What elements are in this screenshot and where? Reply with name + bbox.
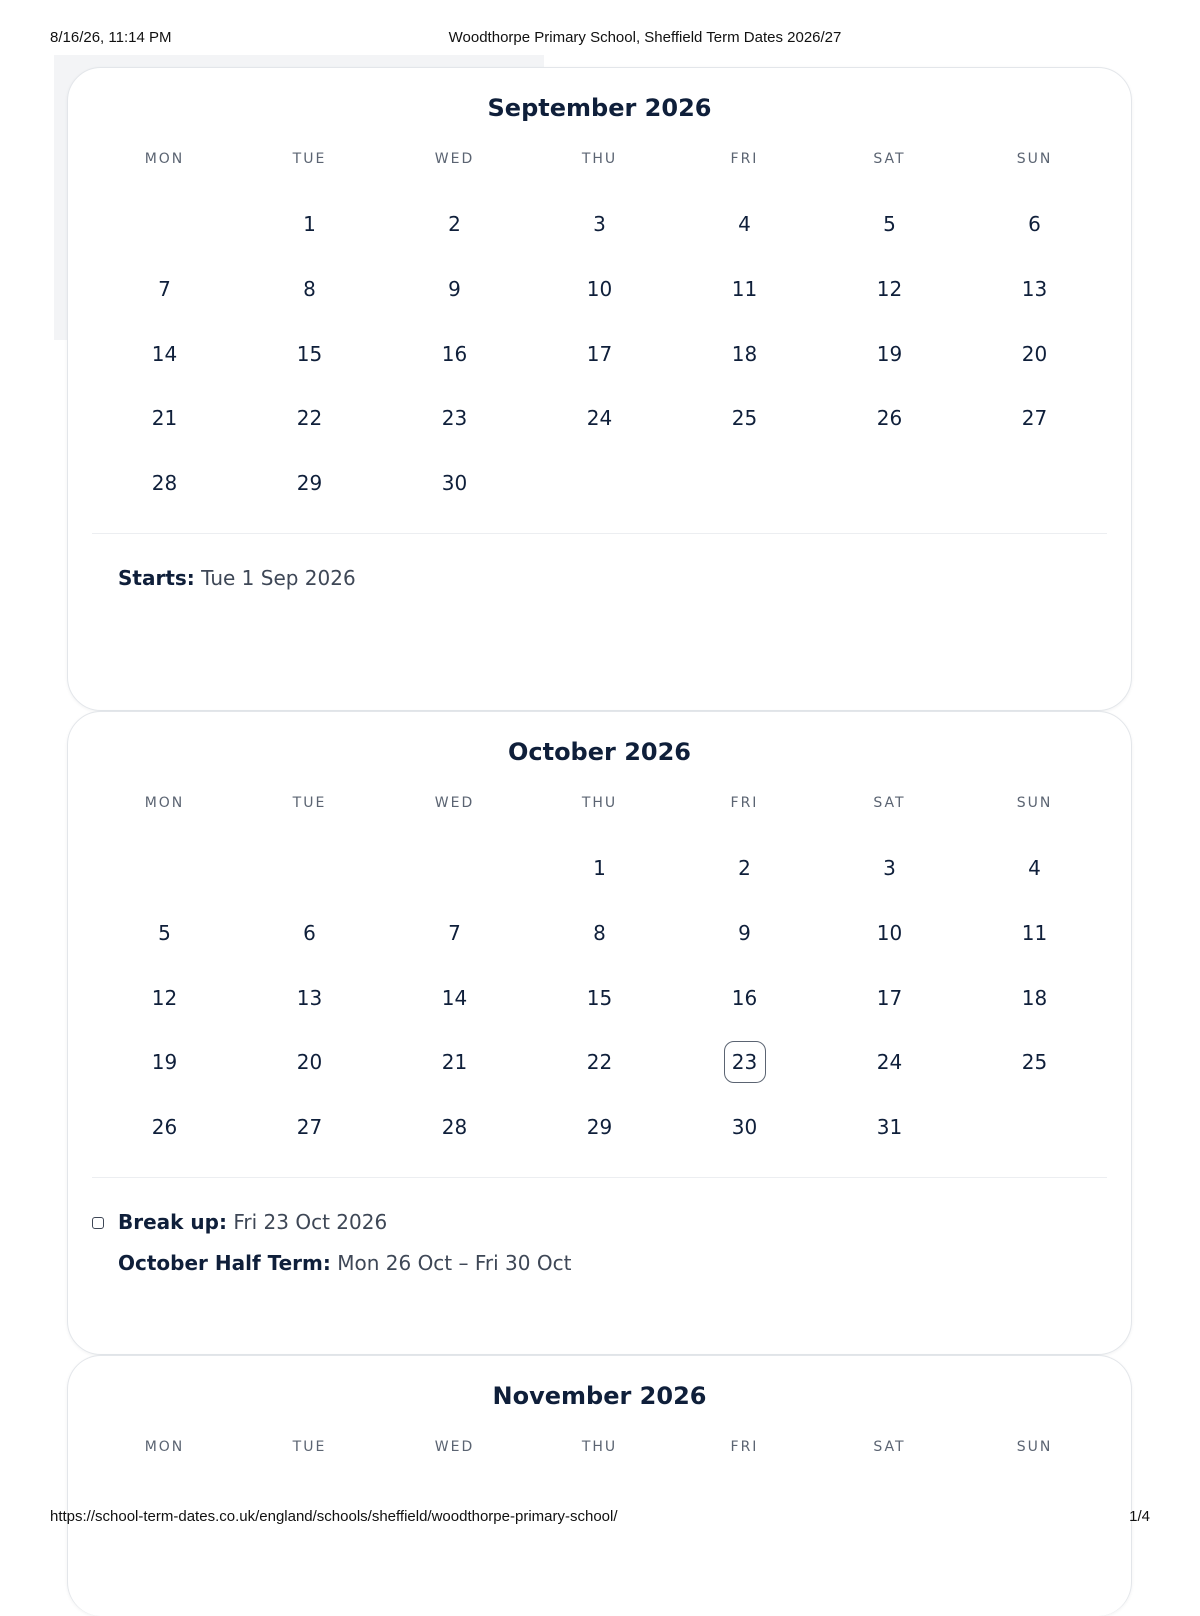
day-cell: [237, 321, 382, 386]
day-number: 22: [296, 406, 323, 431]
day-number: 6: [303, 921, 316, 946]
day-cell-empty: [382, 836, 527, 901]
day-number: 11: [1021, 921, 1048, 946]
day-cell: [962, 901, 1107, 966]
day-cell: [962, 836, 1107, 901]
day-cell: [237, 451, 382, 516]
day-cell: [527, 321, 672, 386]
day-cell: [962, 386, 1107, 451]
weekday-label: SAT: [873, 795, 906, 811]
day-cell: [237, 965, 382, 1030]
day-cell: [817, 386, 962, 451]
event-starts: [118, 566, 356, 590]
day-cell: [382, 257, 527, 322]
day-cell: [527, 901, 672, 966]
day-cell-empty: [92, 192, 237, 257]
day-cell: [527, 386, 672, 451]
day-cell: [672, 257, 817, 322]
day-cell: [382, 1030, 527, 1095]
day-number: 12: [876, 277, 903, 302]
day-cell: [237, 1030, 382, 1095]
day-cell: [817, 901, 962, 966]
day-number: [724, 462, 766, 504]
day-number: 9: [448, 277, 461, 302]
day-cell: [962, 1030, 1107, 1095]
day-cell: [527, 192, 672, 257]
weekday-label: SUN: [1016, 151, 1053, 167]
day-cell: [817, 257, 962, 322]
day-number: [579, 462, 621, 504]
weekday-label: MON: [144, 795, 185, 811]
day-number: 1: [303, 212, 316, 237]
day-cell-empty: [527, 451, 672, 516]
month-card-september: [67, 67, 1132, 711]
day-cell: [92, 257, 237, 322]
day-cell: [672, 901, 817, 966]
day-number: 31: [876, 1115, 903, 1140]
day-cell: [672, 192, 817, 257]
day-cell: [92, 965, 237, 1030]
weekday-label: WED: [434, 1439, 475, 1455]
day-cell: [92, 1095, 237, 1160]
weekday-label: TUE: [292, 795, 327, 811]
month-card-november: [67, 1355, 1132, 1616]
print-page-number: 1/4: [1129, 1508, 1150, 1525]
day-number: 16: [731, 985, 758, 1010]
day-number: 21: [151, 406, 178, 431]
day-cell: [527, 836, 672, 901]
day-cell: [672, 1030, 817, 1095]
day-cell: [672, 386, 817, 451]
day-number: 17: [586, 341, 613, 366]
day-cell: [817, 321, 962, 386]
print-page-title: Woodthorpe Primary School, Sheffield Term Dates 2026/27: [448, 29, 842, 46]
day-cell: [817, 1030, 962, 1095]
day-number: 17: [876, 985, 903, 1010]
day-cell: [382, 386, 527, 451]
day-cell: [817, 192, 962, 257]
event-break-up: [118, 1210, 387, 1234]
print-url: https://school-term-dates.co.uk/england/schools/sheffield/woodthorpe-primary-school/: [50, 1508, 618, 1525]
day-number: [434, 847, 476, 889]
event-value: Tue 1 Sep 2026: [201, 566, 356, 590]
divider: [92, 533, 1107, 534]
day-number: 7: [448, 921, 461, 946]
day-number: 11: [731, 277, 758, 302]
weekday-label: SAT: [873, 1439, 906, 1455]
day-cell: [382, 192, 527, 257]
divider: [92, 1177, 1107, 1178]
day-number: 15: [296, 341, 323, 366]
weekday-label: THU: [581, 1439, 618, 1455]
weekday-label: TUE: [292, 1439, 327, 1455]
day-number: 2: [738, 856, 751, 881]
day-number: 9: [738, 921, 751, 946]
day-number: 30: [731, 1115, 758, 1140]
day-number: 12: [151, 985, 178, 1010]
day-number: 7: [158, 277, 171, 302]
print-datetime: 8/16/26, 11:14 PM: [50, 29, 172, 46]
day-cell: [817, 1095, 962, 1160]
event-label: Break up:: [118, 1210, 227, 1234]
day-number: 27: [1021, 406, 1048, 431]
day-cell: [962, 321, 1107, 386]
day-number: [289, 847, 331, 889]
day-number: 23: [441, 406, 468, 431]
weekday-label: FRI: [730, 1439, 759, 1455]
day-number: 5: [883, 212, 896, 237]
day-cell-empty: [817, 451, 962, 516]
day-cell: [527, 965, 672, 1030]
day-number: 8: [303, 277, 316, 302]
day-number: 30: [441, 471, 468, 496]
day-number: 29: [586, 1115, 613, 1140]
day-cell: [817, 965, 962, 1030]
day-cell-empty: [672, 451, 817, 516]
month-title: September 2026: [487, 94, 712, 122]
day-number: 1: [593, 856, 606, 881]
day-number: 21: [441, 1050, 468, 1075]
day-cell: [92, 386, 237, 451]
day-number: [144, 847, 186, 889]
weekday-label: FRI: [730, 795, 759, 811]
day-grid: [92, 192, 1108, 515]
day-cell: [962, 257, 1107, 322]
day-number: 5: [158, 921, 171, 946]
day-number: 3: [593, 212, 606, 237]
day-cell: [237, 192, 382, 257]
day-cell: [962, 965, 1107, 1030]
day-number: 22: [586, 1050, 613, 1075]
day-cell: [962, 192, 1107, 257]
month-title: November 2026: [492, 1382, 707, 1410]
day-number: 20: [296, 1050, 323, 1075]
day-cell: [237, 1095, 382, 1160]
event-label: Starts:: [118, 566, 195, 590]
weekday-label: MON: [144, 151, 185, 167]
day-cell: [817, 836, 962, 901]
day-cell: [382, 321, 527, 386]
weekday-header: [92, 1436, 1108, 1458]
day-number: 4: [738, 212, 751, 237]
day-cell: [672, 1095, 817, 1160]
weekday-label: MON: [144, 1439, 185, 1455]
day-number: 20: [1021, 341, 1048, 366]
day-grid: [92, 836, 1108, 1159]
print-footer: [50, 1508, 1150, 1528]
day-number: 25: [1021, 1050, 1048, 1075]
day-cell: [382, 451, 527, 516]
day-number: 15: [586, 985, 613, 1010]
day-cell-empty: [92, 836, 237, 901]
day-number: 28: [151, 471, 178, 496]
day-number: 10: [586, 277, 613, 302]
day-cell: [382, 901, 527, 966]
day-number: 6: [1028, 212, 1041, 237]
day-number: [1014, 462, 1056, 504]
weekday-label: SUN: [1016, 1439, 1053, 1455]
day-number: 29: [296, 471, 323, 496]
day-number: 3: [883, 856, 896, 881]
day-cell-empty: [962, 451, 1107, 516]
event-value: Fri 23 Oct 2026: [233, 1210, 388, 1234]
day-cell: [672, 836, 817, 901]
day-number: 13: [296, 985, 323, 1010]
weekday-label: FRI: [730, 151, 759, 167]
weekday-label: SAT: [873, 151, 906, 167]
day-cell: [92, 321, 237, 386]
day-number: [869, 462, 911, 504]
event-value: Mon 26 Oct – Fri 30 Oct: [337, 1251, 572, 1275]
print-header: [50, 29, 1150, 49]
day-number: 18: [731, 341, 758, 366]
day-number: 23: [724, 1041, 766, 1083]
weekday-header: [92, 148, 1108, 170]
month-title: October 2026: [507, 738, 692, 766]
day-number: 16: [441, 341, 468, 366]
day-cell: [237, 257, 382, 322]
day-cell: [382, 1095, 527, 1160]
day-number: 26: [876, 406, 903, 431]
day-cell: [92, 901, 237, 966]
event-label: October Half Term:: [118, 1251, 331, 1275]
weekday-label: THU: [581, 795, 618, 811]
day-cell: [237, 901, 382, 966]
day-number: 2: [448, 212, 461, 237]
weekday-header: [92, 792, 1108, 814]
day-number: 14: [441, 985, 468, 1010]
month-card-october: [67, 711, 1132, 1355]
day-cell: [92, 451, 237, 516]
break-up-checkbox[interactable]: [92, 1217, 104, 1229]
day-cell: [237, 386, 382, 451]
day-number: 4: [1028, 856, 1041, 881]
day-cell: [527, 1030, 672, 1095]
day-number: 13: [1021, 277, 1048, 302]
day-number: 27: [296, 1115, 323, 1140]
weekday-label: WED: [434, 795, 475, 811]
day-number: 25: [731, 406, 758, 431]
weekday-label: TUE: [292, 151, 327, 167]
day-number: [144, 203, 186, 245]
event-half-term: [118, 1251, 571, 1275]
day-cell: [527, 1095, 672, 1160]
day-cell: [672, 965, 817, 1030]
day-number: 24: [876, 1050, 903, 1075]
day-cell-empty: [962, 1095, 1107, 1160]
weekday-label: WED: [434, 151, 475, 167]
weekday-label: THU: [581, 151, 618, 167]
day-cell-empty: [237, 836, 382, 901]
day-number: 10: [876, 921, 903, 946]
day-cell: [92, 1030, 237, 1095]
day-number: [1014, 1106, 1056, 1148]
day-cell: [527, 257, 672, 322]
day-number: 19: [151, 1050, 178, 1075]
day-number: 24: [586, 406, 613, 431]
day-number: 26: [151, 1115, 178, 1140]
day-cell: [382, 965, 527, 1030]
weekday-label: SUN: [1016, 795, 1053, 811]
day-number: 18: [1021, 985, 1048, 1010]
day-cell: [672, 321, 817, 386]
day-number: 14: [151, 341, 178, 366]
day-number: 28: [441, 1115, 468, 1140]
day-number: 19: [876, 341, 903, 366]
day-number: 8: [593, 921, 606, 946]
